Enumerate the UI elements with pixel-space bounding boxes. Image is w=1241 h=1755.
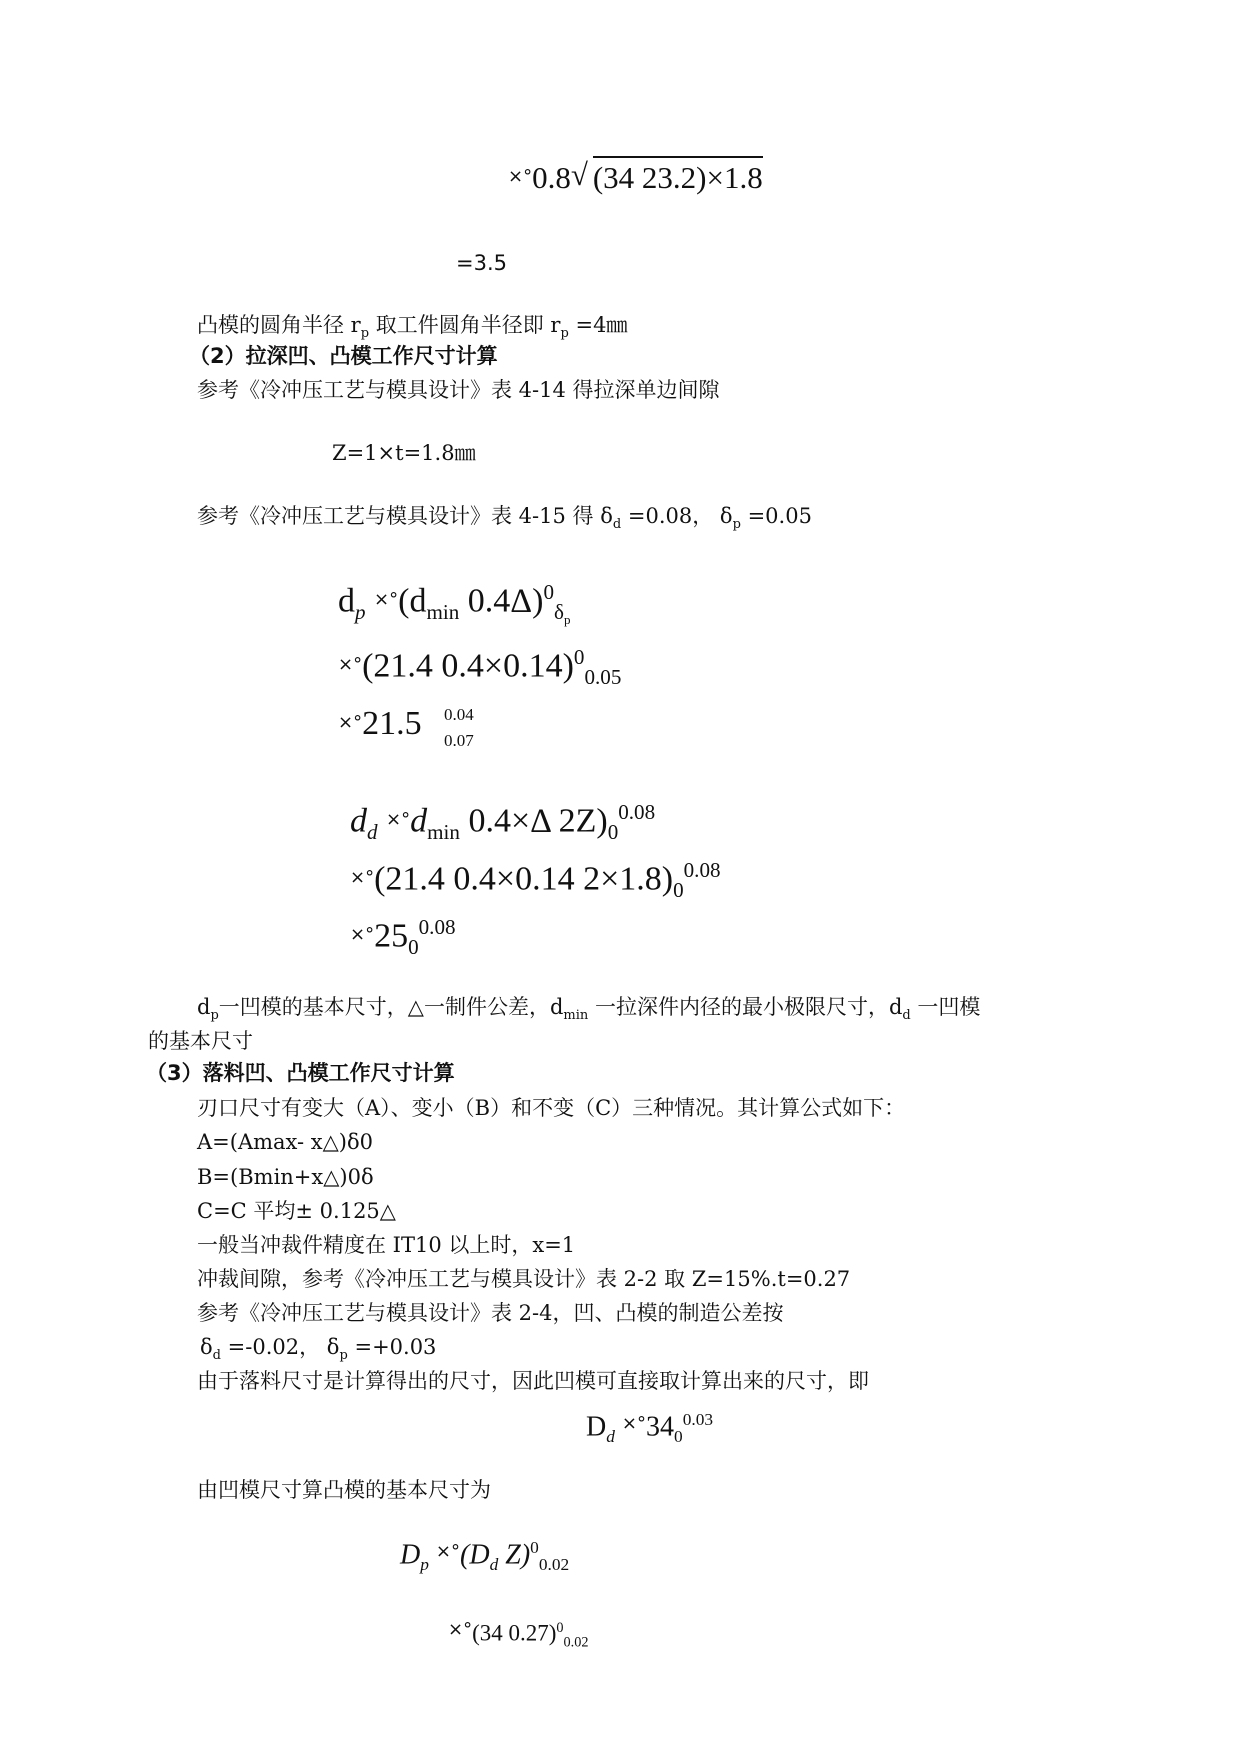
section-3-title: （3）落料凹、凸模工作尺寸计算 bbox=[146, 1061, 455, 1085]
Dp-sup: 0 bbox=[530, 1538, 539, 1557]
dd-eq1-sub0: 0 bbox=[607, 820, 619, 845]
dp-eq1-marker: ×° bbox=[374, 589, 399, 611]
sqrt-formula bbox=[508, 160, 763, 196]
Dp2-sup: 0 bbox=[556, 1620, 564, 1636]
tolerance-line bbox=[200, 1335, 436, 1364]
desc-sub-min: min bbox=[563, 1008, 589, 1024]
Dp-formula-1 bbox=[400, 1538, 569, 1575]
ref415-sub-d: d bbox=[612, 517, 622, 533]
formula-b: B=(Bmin+x△)0δ bbox=[197, 1165, 374, 1189]
dd-sub: d bbox=[367, 820, 378, 845]
Dd-tol: 0.03 bbox=[682, 1410, 714, 1429]
dp-eq3-body: 21.5 bbox=[362, 705, 422, 742]
ref-table-2-4: 参考《冷冲压工艺与模具设计》表 2-4，凹、凸模的制造公差按 bbox=[197, 1301, 784, 1325]
Dp2-marker: ×° bbox=[448, 1618, 473, 1640]
rp-text-b: 取工件圆角半径即 r bbox=[369, 313, 561, 337]
dp-eq2-tol: 0.05 bbox=[584, 665, 622, 690]
Dp-a: (D bbox=[460, 1539, 490, 1571]
Dd-formula bbox=[586, 1410, 713, 1447]
rp-sub-1: p bbox=[360, 326, 370, 342]
formula-c: C=C 平均± 0.125△ bbox=[197, 1199, 396, 1223]
dp-eq1-a: (d bbox=[398, 582, 427, 620]
dd-eq3-sub0: 0 bbox=[408, 935, 419, 960]
ref415-a: 参考《冷冲压工艺与模具设计》表 4-15 得 δ bbox=[197, 504, 613, 528]
description-line-1: $d_p$一凹模的基本尺寸，△一制件公差，$d_{min}$ 一拉深件内径的最小极限尺寸，$d_d$ 一凹模 bbox=[197, 995, 981, 1024]
Dp-a-sub: d bbox=[489, 1554, 499, 1574]
sqrt-radicand: (34 23.2)×1.8 bbox=[593, 156, 763, 195]
section-2-title: （2）拉深凹、凸模工作尺寸计算 bbox=[189, 344, 498, 368]
rp-text-a: 凸模的圆角半径 r bbox=[197, 313, 361, 337]
rp-line bbox=[197, 313, 627, 342]
dd-eq-2 bbox=[350, 858, 721, 903]
Dp-marker: ×° bbox=[435, 1541, 461, 1563]
blanking-gap-line: 冲裁间隙，参考《冷冲压工艺与模具设计》表 2-2 取 Z=15%.t=0.27 bbox=[197, 1267, 851, 1291]
dp-eq1-min: min bbox=[426, 600, 460, 625]
dp-eq-2 bbox=[338, 645, 621, 690]
ref415-b: =0.08， δ bbox=[621, 504, 733, 528]
dp-eq2-body: (21.4 0.4×0.14) bbox=[362, 647, 574, 685]
blank-size-line: 由于落料尺寸是计算得出的尺寸，因此凹模可直接取计算出来的尺寸，即 bbox=[197, 1369, 869, 1393]
formula-a: A=(Amax- x△)δ0 bbox=[197, 1130, 373, 1154]
ref415-sub-p: p bbox=[732, 517, 741, 533]
dd-eq2-marker: ×° bbox=[350, 867, 375, 889]
dp-eq1-b: 0.4Δ) bbox=[459, 582, 544, 620]
dp-eq1-sup: 0 bbox=[543, 580, 554, 604]
equals-marker: ×° bbox=[508, 166, 533, 187]
Dp-formula-2 bbox=[448, 1620, 588, 1651]
dp-eq2-sup: 0 bbox=[573, 645, 585, 669]
edge-size-intro: 刃口尺寸有变大（A）、变小（B）和不变（C）三种情况。其计算公式如下： bbox=[197, 1096, 906, 1120]
tol-a: δ bbox=[200, 1335, 213, 1359]
Dd-marker: ×° bbox=[621, 1413, 647, 1435]
dd-eq2-sub0: 0 bbox=[673, 878, 684, 903]
dp-eq1-sub: p bbox=[563, 612, 571, 628]
tol-sub-d: d bbox=[212, 1348, 221, 1364]
tol-b: =-0.02， δ bbox=[221, 1335, 340, 1359]
Dp-symbol: D bbox=[400, 1539, 421, 1571]
dd-eq-3 bbox=[350, 915, 456, 960]
tol-sub-p: p bbox=[339, 1348, 348, 1364]
desc-b: 一拉深件内径的最小极限尺寸，d bbox=[588, 995, 903, 1019]
Dd-symbol: D bbox=[586, 1411, 607, 1443]
Dd-sub0: 0 bbox=[674, 1426, 683, 1446]
dp-sub: p bbox=[355, 600, 366, 625]
dp-eq-1: $d_p \times^\circ(d_{min}$ 0.4Δ)$^0_{\delta_p}$ bbox=[338, 580, 571, 628]
desc-sub-d: d bbox=[902, 1008, 911, 1024]
dp-eq3-upper-tol: 0.04 bbox=[444, 705, 474, 724]
sqrt-lhs: 0.8 bbox=[532, 160, 571, 195]
precision-line: 一般当冲裁件精度在 IT10 以上时，x=1 bbox=[197, 1233, 576, 1257]
result-3-5: =3.5 bbox=[456, 251, 507, 275]
dd-eq3-marker: ×° bbox=[350, 924, 375, 946]
dd-eq3-body: 25 bbox=[374, 917, 409, 955]
dd-eq2-body: (21.4 0.4×0.14 2×1.8) bbox=[374, 860, 674, 898]
Dp2-body: (34 0.27) bbox=[472, 1620, 557, 1646]
Dp-sub: p bbox=[420, 1554, 429, 1574]
dd-eq1-a: d bbox=[410, 802, 428, 840]
desc-a: 一凹模的基本尺寸，△一制件公差，d bbox=[218, 995, 564, 1019]
Dd-sub: d bbox=[606, 1426, 615, 1446]
tol-c: =+0.03 bbox=[347, 1335, 437, 1359]
dd-eq1-tol: 0.08 bbox=[618, 800, 656, 824]
ref415-c: =0.05 bbox=[740, 504, 812, 528]
ref-table-4-14: 参考《冷冲压工艺与模具设计》表 4-14 得拉深单边间隙 bbox=[197, 378, 720, 402]
Dp2-tol: 0.02 bbox=[563, 1634, 589, 1651]
ref-table-4-15 bbox=[197, 504, 812, 533]
dd-eq1-min: min bbox=[427, 820, 460, 845]
dd-eq1-b: 0.4×Δ 2Z) bbox=[459, 802, 608, 840]
Dp-tol: 0.02 bbox=[538, 1554, 570, 1574]
description-line-2: 的基本尺寸 bbox=[148, 1029, 253, 1053]
dd-eq2-tol: 0.08 bbox=[683, 858, 721, 882]
z-clearance: Z=1×t=1.8㎜ bbox=[332, 441, 476, 465]
punch-size-line: 由凹模尺寸算凸模的基本尺寸为 bbox=[197, 1478, 491, 1502]
dd-symbol: d bbox=[350, 802, 367, 840]
desc-sub-p: p bbox=[210, 1008, 219, 1024]
Dp-b: Z) bbox=[498, 1539, 531, 1571]
dp-symbol: d bbox=[338, 582, 355, 620]
dd-eq3-tol: 0.08 bbox=[418, 915, 456, 939]
rp-text-c: =4㎜ bbox=[568, 313, 628, 337]
dp-eq3-lower-tol: 0.07 bbox=[444, 731, 474, 750]
rp-sub-2: p bbox=[560, 326, 569, 342]
dp-eq-3 bbox=[338, 705, 422, 743]
dd-eq-1 bbox=[350, 800, 655, 845]
dd-eq1-marker: ×° bbox=[386, 809, 411, 831]
dp-eq2-marker: ×° bbox=[338, 654, 363, 676]
desc-c: 一凹模 bbox=[910, 995, 981, 1019]
Dd-value: 34 bbox=[646, 1411, 675, 1443]
dp-eq3-marker: ×° bbox=[338, 712, 363, 733]
sqrt-radical bbox=[571, 160, 763, 196]
